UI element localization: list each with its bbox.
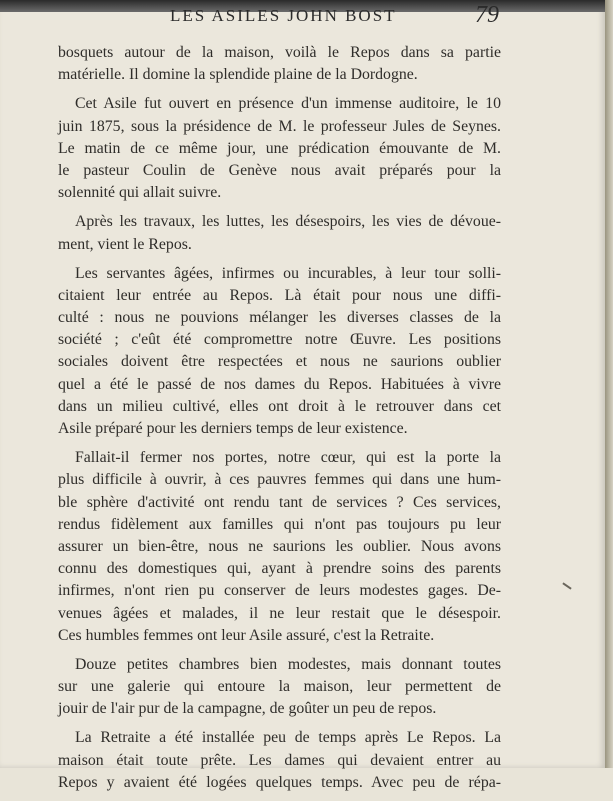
text-line: culté : nous ne pouvions mélanger les diverses classes de la — [58, 309, 501, 327]
text-line: plus difficile à ouvrir, à ces pauvres femmes qui dans une hum- — [58, 471, 501, 489]
book-spine-shadow — [605, 0, 613, 768]
text-line: Le matin de ce même jour, une prédication émouvante de M. — [58, 139, 501, 157]
running-head: LES ASILES JOHN BOST — [170, 6, 397, 25]
text-line: venues âgées et malades, il ne leur restait que le désespoir. — [58, 604, 501, 622]
text-line: Cet Asile fut ouvert en présence d'un immense auditoire, le 10 — [75, 95, 501, 113]
text-line: solennité qui allait suivre. — [58, 184, 222, 202]
paragraph — [58, 447, 501, 647]
paragraph — [58, 727, 501, 794]
text-line: le pasteur Coulin de Genève nous avait préparés pour la — [58, 161, 501, 179]
paragraph — [58, 654, 501, 721]
body-text — [58, 42, 501, 801]
text-line: jouir de l'air pur de la campagne, de goûter un peu de repos. — [58, 700, 437, 718]
paragraph — [58, 263, 501, 441]
text-line: juin 1875, sous la présidence de M. le professeur Jules de Seynes. — [58, 117, 501, 135]
text-line: assurer un bien-être, nous ne saurions les oublier. Nous avons — [58, 537, 501, 555]
text-line: citaient leur entrée au Repos. Là était pour nous une diffi- — [58, 286, 501, 304]
text-line: Douze petites chambres bien modestes, mais donnant toutes — [75, 655, 501, 673]
page-number: 79 — [475, 2, 499, 28]
text-line: Fallait-il fermer nos portes, notre cœur, qui est la porte la — [75, 449, 501, 467]
paragraph — [58, 93, 501, 204]
text-line: sociales doivent être respectées et nous ne saurions oublier — [58, 353, 501, 371]
text-line: quel a été le passé de nos dames du Repos. Habituées à vivre — [58, 375, 501, 393]
text-line: sur une galerie qui entoure la maison, leur permettent de — [58, 678, 501, 696]
text-line: ble sphère d'activité ont rendu tant de services ? Ces services, — [58, 493, 501, 511]
text-line: connu des domestiques qui, ayant à prendre soins des parents — [58, 560, 501, 578]
text-line: La Retraite a été installée peu de temps après Le Repos. La — [75, 729, 501, 747]
text-line: société ; c'eût été compromettre notre Œuvre. Les positions — [58, 331, 501, 349]
text-line: Ces humbles femmes ont leur Asile assuré, c'est la Retraite. — [58, 626, 435, 644]
text-line: dans un milieu cultivé, elles ont droit à le retrouver dans cet — [58, 397, 501, 415]
text-line: Après les travaux, les luttes, les désespoirs, les vies de dévoue- — [75, 213, 501, 231]
paragraph — [58, 211, 501, 255]
text-line: ment, vient le Repos. — [58, 235, 192, 253]
text-line: matérielle. Il domine la splendide plaine de la Dordogne. — [58, 66, 418, 84]
margin-pencil-mark — [562, 582, 571, 589]
text-line: Repos y avaient été logées quelques temps. Avec peu de répa- — [58, 773, 501, 791]
text-line: Asile préparé pour les derniers temps de leur existence. — [58, 420, 408, 437]
page-header — [60, 4, 580, 28]
text-line: Les servantes âgées, infirmes ou incurables, à leur tour solli- — [75, 264, 501, 282]
paragraph — [58, 42, 501, 86]
text-line: rendus fidèlement aux familles qui n'ont pas toujours pu leur — [58, 515, 501, 533]
text-line: maison était toute prête. Les dames qui devaient entrer au — [58, 751, 501, 769]
text-line: infirmes, n'ont rien pu conserver de leurs modestes gages. De- — [58, 582, 501, 600]
text-line: bosquets autour de la maison, voilà le Repos dans sa partie — [58, 44, 501, 61]
